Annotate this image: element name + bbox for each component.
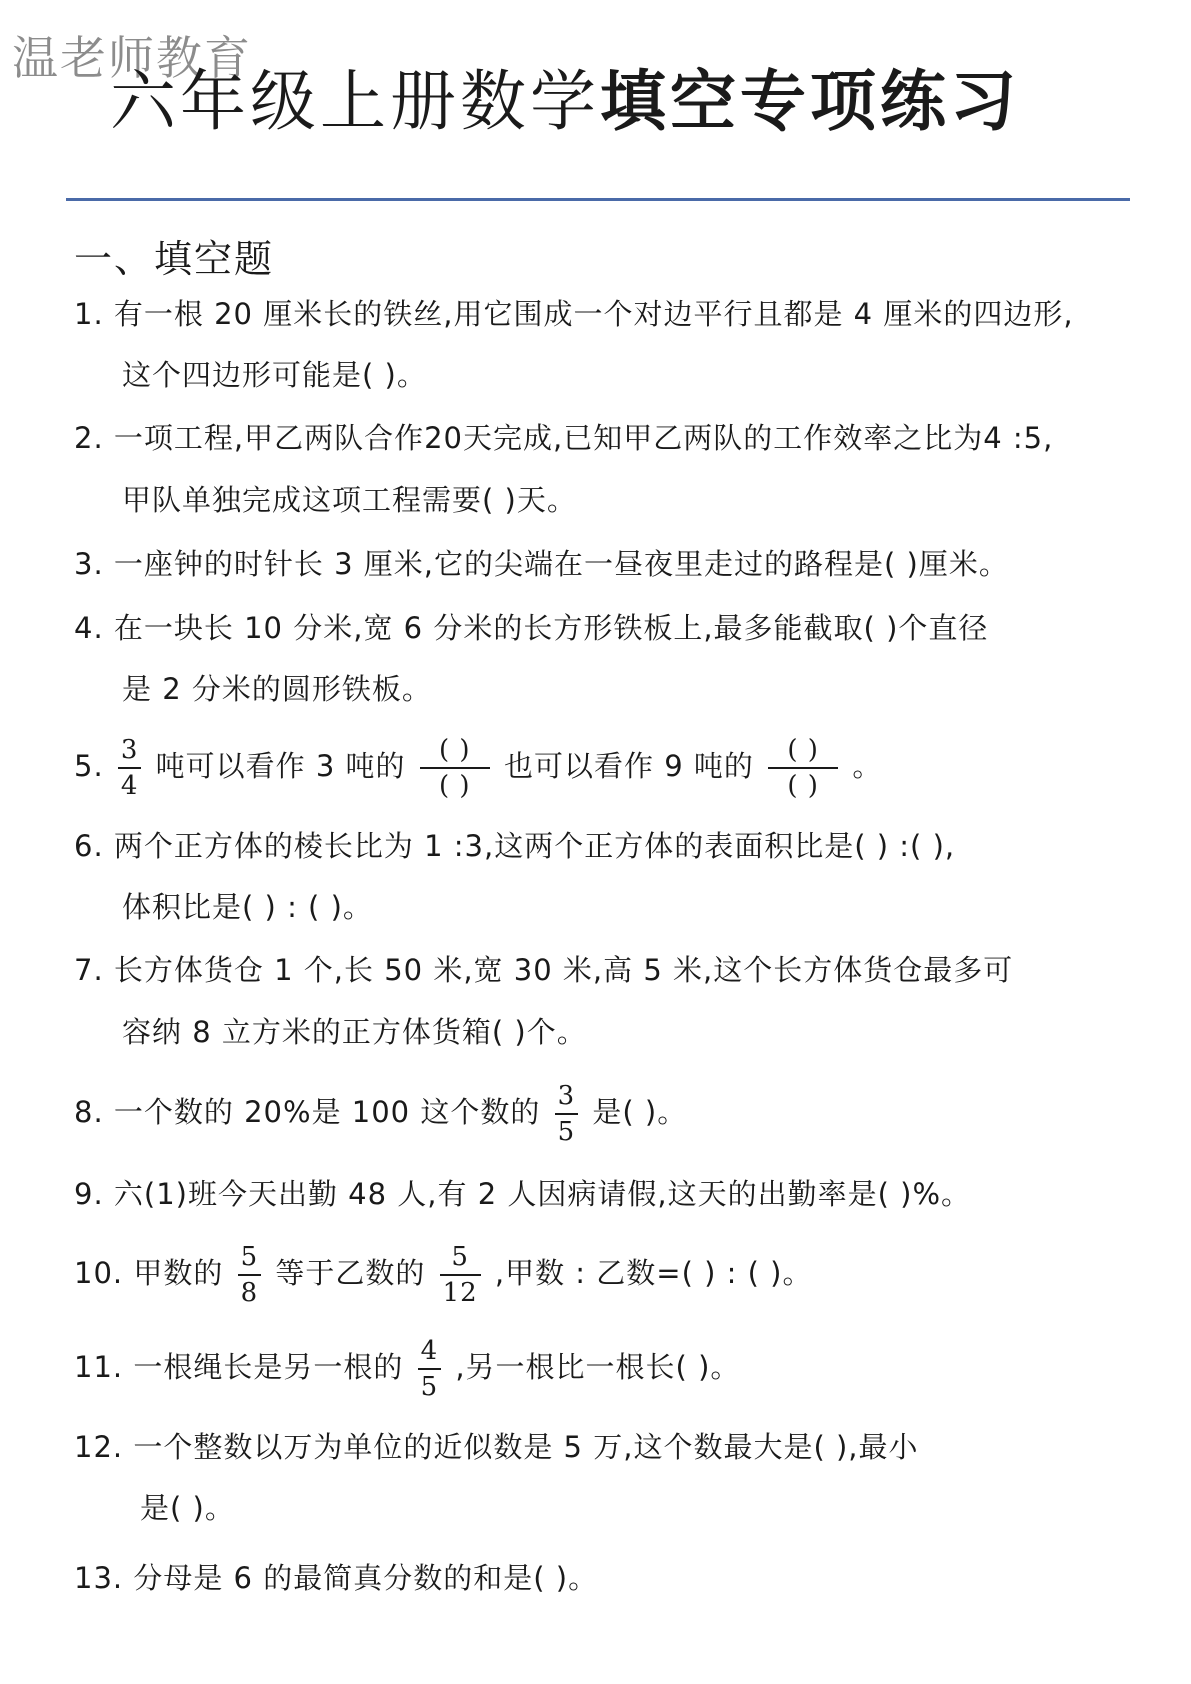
blank-denominator: ( ) [420,767,490,799]
question-2-line-2: 甲队单独完成这项工程需要( )天。 [122,483,577,517]
question-11 [74,1338,740,1400]
question-10 [74,1244,813,1306]
question-8-text: 是( )。 [592,1095,688,1129]
title-regular: 六年级上册数学 [110,63,600,140]
fraction-numerator: 3 [120,735,139,765]
fraction-denominator: 12 [440,1274,481,1306]
section-heading: 一、填空题 [74,237,275,281]
question-10-text-1: 等于乙数的 [275,1256,426,1290]
fraction-numerator: 3 [557,1081,576,1111]
blank-numerator: ( ) [787,735,819,765]
question-5 [74,737,882,799]
question-7-line-1: 7. 长方体货仓 1 个,长 50 米,宽 30 米,高 5 米,这个长方体货仓最多可 [74,953,1014,987]
fraction-numerator: 5 [451,1242,469,1272]
fraction-numerator: 5 [240,1242,259,1272]
blank-numerator: ( ) [438,735,471,765]
question-13-line-1: 13. 分母是 6 的最简真分数的和是( )。 [74,1561,599,1595]
fraction-denominator: 4 [118,767,142,799]
question-2-line-1: 2. 一项工程,甲乙两队合作20天完成,已知甲乙两队的工作效率之比为4 :5, [74,421,1054,455]
question-12-line-1: 12. 一个整数以万为单位的近似数是 5 万,这个数最大是( ),最小 [74,1430,919,1464]
question-9-line-1: 9. 六(1)班今天出勤 48 人,有 2 人因病请假,这天的出勤率是( )%。 [74,1177,972,1211]
question-7-line-2: 容纳 8 立方米的正方体货箱( )个。 [122,1015,587,1049]
question-3-line-1: 3. 一座钟的时针长 3 厘米,它的尖端在一昼夜里走过的路程是( )厘米。 [74,547,1009,581]
question-8-label: 8. 一个数的 20%是 100 这个数的 [74,1095,541,1129]
page-title [110,62,1020,142]
watermark: 温老师教育 [12,31,252,85]
fraction-5-8 [238,1244,262,1306]
question-5-text-2: 也可以看作 9 吨的 [503,749,754,783]
question-4-line-2: 是 2 分米的圆形铁板。 [122,672,432,706]
fraction-3-4 [118,737,142,799]
question-5-label: 5. [74,749,104,783]
blank-denominator: ( ) [768,767,838,799]
fraction-denominator: 5 [418,1368,442,1400]
question-1-line-1: 1. 有一根 20 厘米长的铁丝,用它围成一个对边平行且都是 4 厘米的四边形, [74,297,1074,331]
fraction-4-5 [418,1338,442,1400]
question-10-label: 10. 甲数的 [74,1256,224,1290]
fraction-denominator: 8 [238,1274,262,1306]
blank-fraction-1 [420,737,490,799]
fraction-3-5 [555,1083,579,1145]
fraction-numerator: 4 [420,1336,439,1366]
blank-fraction-2 [768,737,838,799]
question-11-text: ,另一根比一根长( )。 [455,1350,741,1384]
fraction-5-12 [440,1244,481,1306]
question-4-line-1: 4. 在一块长 10 分米,宽 6 分米的长方形铁板上,最多能截取( )个直径 [74,611,989,645]
title-bold: 填空专项练习 [600,63,1020,140]
question-5-text-1: 吨可以看作 3 吨的 [155,749,406,783]
question-1-line-2: 这个四边形可能是( )。 [122,358,427,392]
question-12-line-2: 是( )。 [140,1491,235,1525]
question-5-text-3: 。 [852,749,883,783]
question-11-label: 11. 一根绳长是另一根的 [74,1350,404,1384]
question-8 [74,1083,687,1145]
fraction-denominator: 5 [555,1113,579,1145]
question-6-line-1: 6. 两个正方体的棱长比为 1 :3,这两个正方体的表面积比是( ) :( ), [74,829,956,863]
question-10-text-2: ,甲数 : 乙数=( ) : ( )。 [494,1256,813,1290]
title-divider [66,198,1130,201]
question-6-line-2: 体积比是( ) : ( )。 [122,890,373,924]
